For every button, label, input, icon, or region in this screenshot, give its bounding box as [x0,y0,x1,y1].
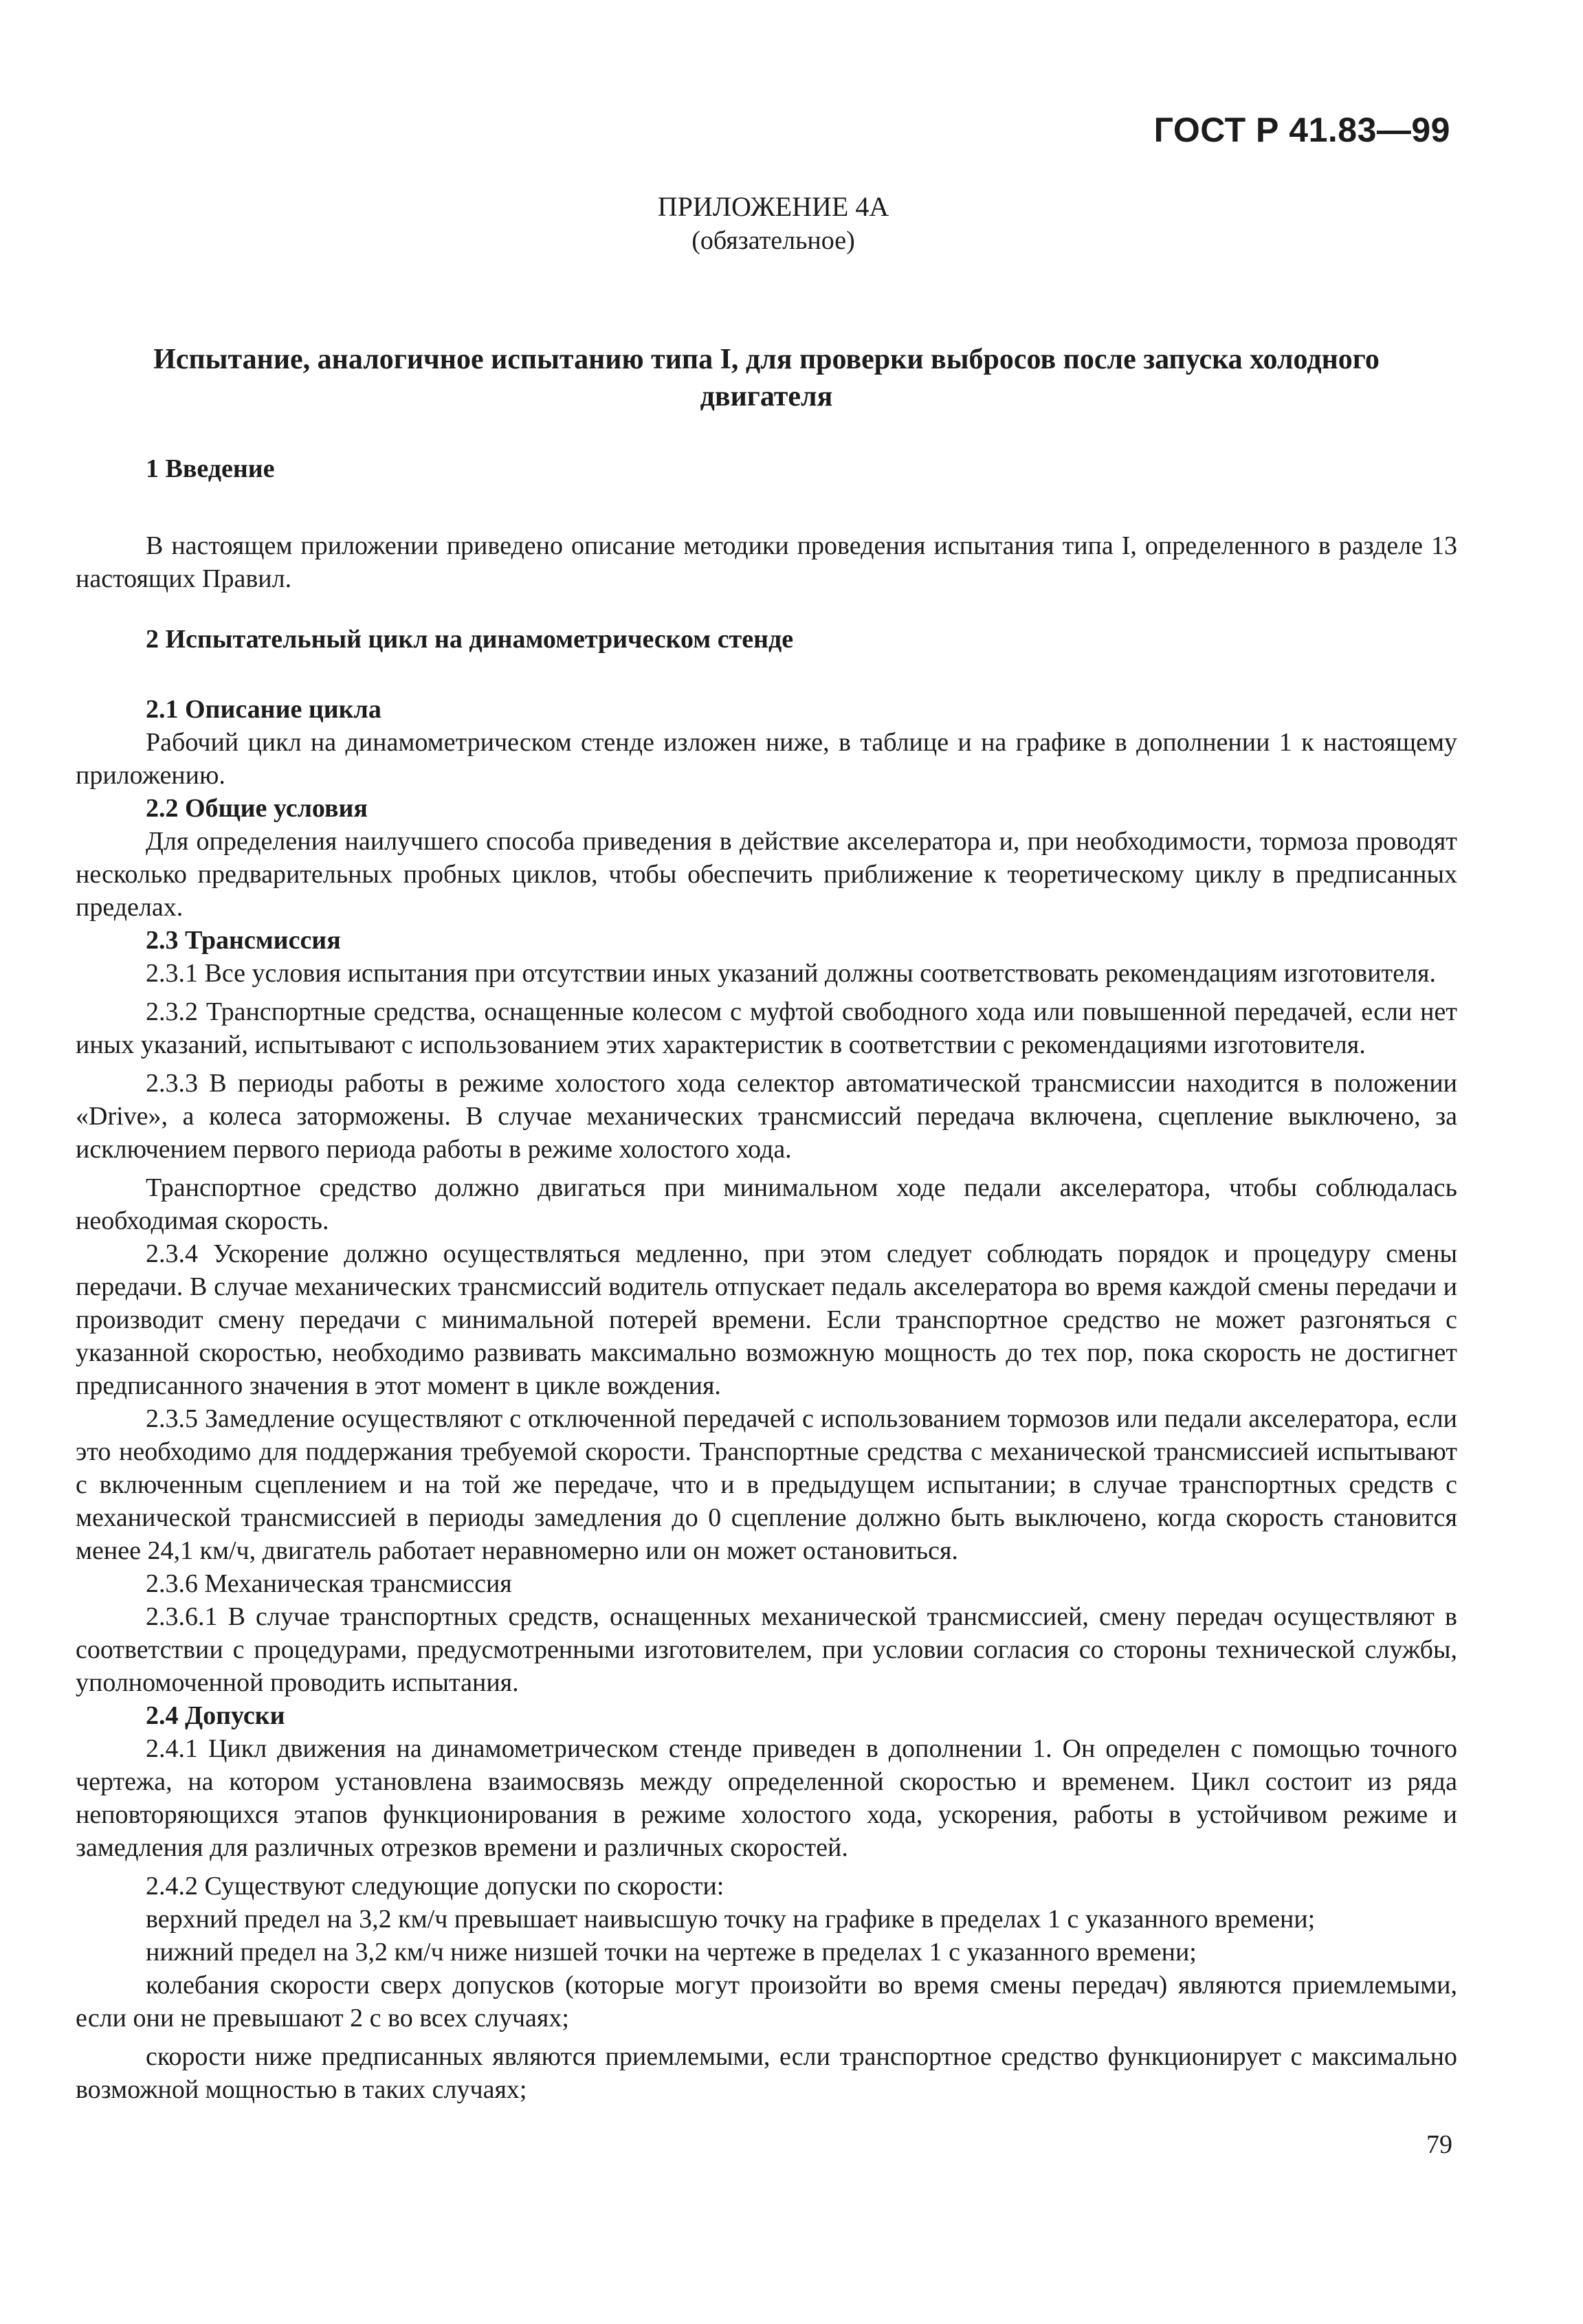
paragraph-2-3-3: 2.3.3 В периоды работы в режиме холостого хода селектор автоматической трансмиссии находится в положении «Drive», а колеса заторможены. В случае механических трансмиссий передача включена, сцепление выключено, за исключением первого периода работы в режиме холостого хода. [76,1069,1457,1164]
tolerance-below-prescribed: скорости ниже предписанных являются приемлемыми, если транспортное средство функционирует с максимально возможной мощностью в таких случаях; [76,2042,1457,2104]
section-1-heading: 1 Введение [146,454,275,483]
standard-number: ГОСТ Р 41.83—99 [1153,111,1450,149]
section-2-2-text: Для определения наилучшего способа приведения в действие акселератора и, при необходимости, тормоза проводят несколько предварительных пробных циклов, чтобы обеспечить приближение к теоретическому циклу в предписанных пределах. [76,827,1457,922]
paragraph-2-3-4: 2.3.4 Ускорение должно осуществляться медленно, при этом следует соблюдать порядок и процедуру смены передачи. В случае механических трансмиссий водитель отпускает педаль акселератора во время каждой смены передачи и производит смену передачи с минимальной потерей времени. Если транспортное средство не может разгоняться с указанной скоростью, необходимо развивать максимально возможную мощность до тех пор, пока скорость не достигнет предписанного значения в этот момент в цикле вождения. [76,1239,1457,1400]
annex-subtitle: (обязательное) [691,226,855,255]
paragraph-2-3-2: 2.3.2 Транспортные средства, оснащенные колесом с муфтой свободного хода или повышенной передачей, если нет иных указаний, испытывают с использованием этих характеристик в соответствии с рекомендациями изготовителя. [76,997,1457,1059]
paragraph-2-3-5: 2.3.5 Замедление осуществляют с отключенной передачей с использованием тормозов или педали акселератора, если это необходимо для поддержания требуемой скорости. Транспортные средства с механической трансмиссией испытывают с включенным сцеплением и на той же передаче, что и в предыдущем испытании; в случае транспортных средств с механической трансмиссией в периоды замедления до 0 сцепление должно быть выключено, когда скорость становится менее 24,1 км/ч, двигатель работает неравномерно или он может остановиться. [76,1404,1457,1565]
paragraph-2-4-1: 2.4.1 Цикл движения на динамометрическом стенде приведен в дополнении 1. Он определен с помощью точного чертежа, на котором установлена взаимосвязь между определенной скоростью и временем. Цикл состоит из ряда неповторяющихся этапов функционирования в режиме холостого хода, ускорения, работы в устойчивом режиме и замедления для различных отрезков времени и различных скоростей. [76,1734,1457,1862]
tolerance-lower-limit: нижний предел на 3,2 км/ч ниже низшей точки на чертеже в пределах 1 с указанного времени; [146,1938,1197,1967]
document-title: Испытание, аналогичное испытанию типа I, для проверки выбросов после запуска холодного двигателя [153,344,1380,412]
paragraph-2-3-6: 2.3.6 Механическая трансмиссия [146,1569,512,1598]
tolerance-fluctuations: колебания скорости сверх допусков (которые могут произойти во время смены передач) являются приемлемыми, если они не превышают 2 с во всех случаях; [76,1971,1457,2033]
section-2-4-heading: 2.4 Допуски [146,1701,285,1730]
document-body [76,190,1457,2106]
paragraph-2-3-1: 2.3.1 Все условия испытания при отсутствии иных указаний должны соответствовать рекомендациям изготовителя. [146,959,1436,988]
tolerance-upper-limit: верхний предел на 3,2 км/ч превышает наивысшую точку на графике в пределах 1 с указанного времени; [146,1905,1316,1934]
section-2-2-heading: 2.2 Общие условия [146,794,368,823]
paragraph-2-4-2: 2.4.2 Существуют следующие допуски по скорости: [146,1872,724,1901]
section-2-1-text: Рабочий цикл на динамометрическом стенде изложен ниже, в таблице и на графике в дополнении 1 к настоящему приложению. [76,728,1457,790]
section-1-text: В настоящем приложении приведено описание методики проведения испытания типа I, определенного в разделе 13 настоящих Правил. [76,531,1457,593]
paragraph-2-3-3-continued: Транспортное средство должно двигаться при минимальном ходе педали акселератора, чтобы соблюдалась необходимая скорость. [76,1173,1457,1235]
section-2-1-heading: 2.1 Описание цикла [146,695,381,724]
page-number: 79 [1426,2130,1452,2159]
section-2-heading: 2 Испытательный цикл на динамометрическом стенде [146,625,794,654]
section-2-3-heading: 2.3 Трансмиссия [146,926,341,955]
paragraph-2-3-6-1: 2.3.6.1 В случае транспортных средств, оснащенных механической трансмиссией, смену передач осуществляют в соответствии с процедурами, предусмотренными изготовителем, при условии согласия со стороны технической службы, уполномоченной проводить испытания. [76,1602,1457,1697]
annex-title: ПРИЛОЖЕНИЕ 4А [657,191,889,222]
